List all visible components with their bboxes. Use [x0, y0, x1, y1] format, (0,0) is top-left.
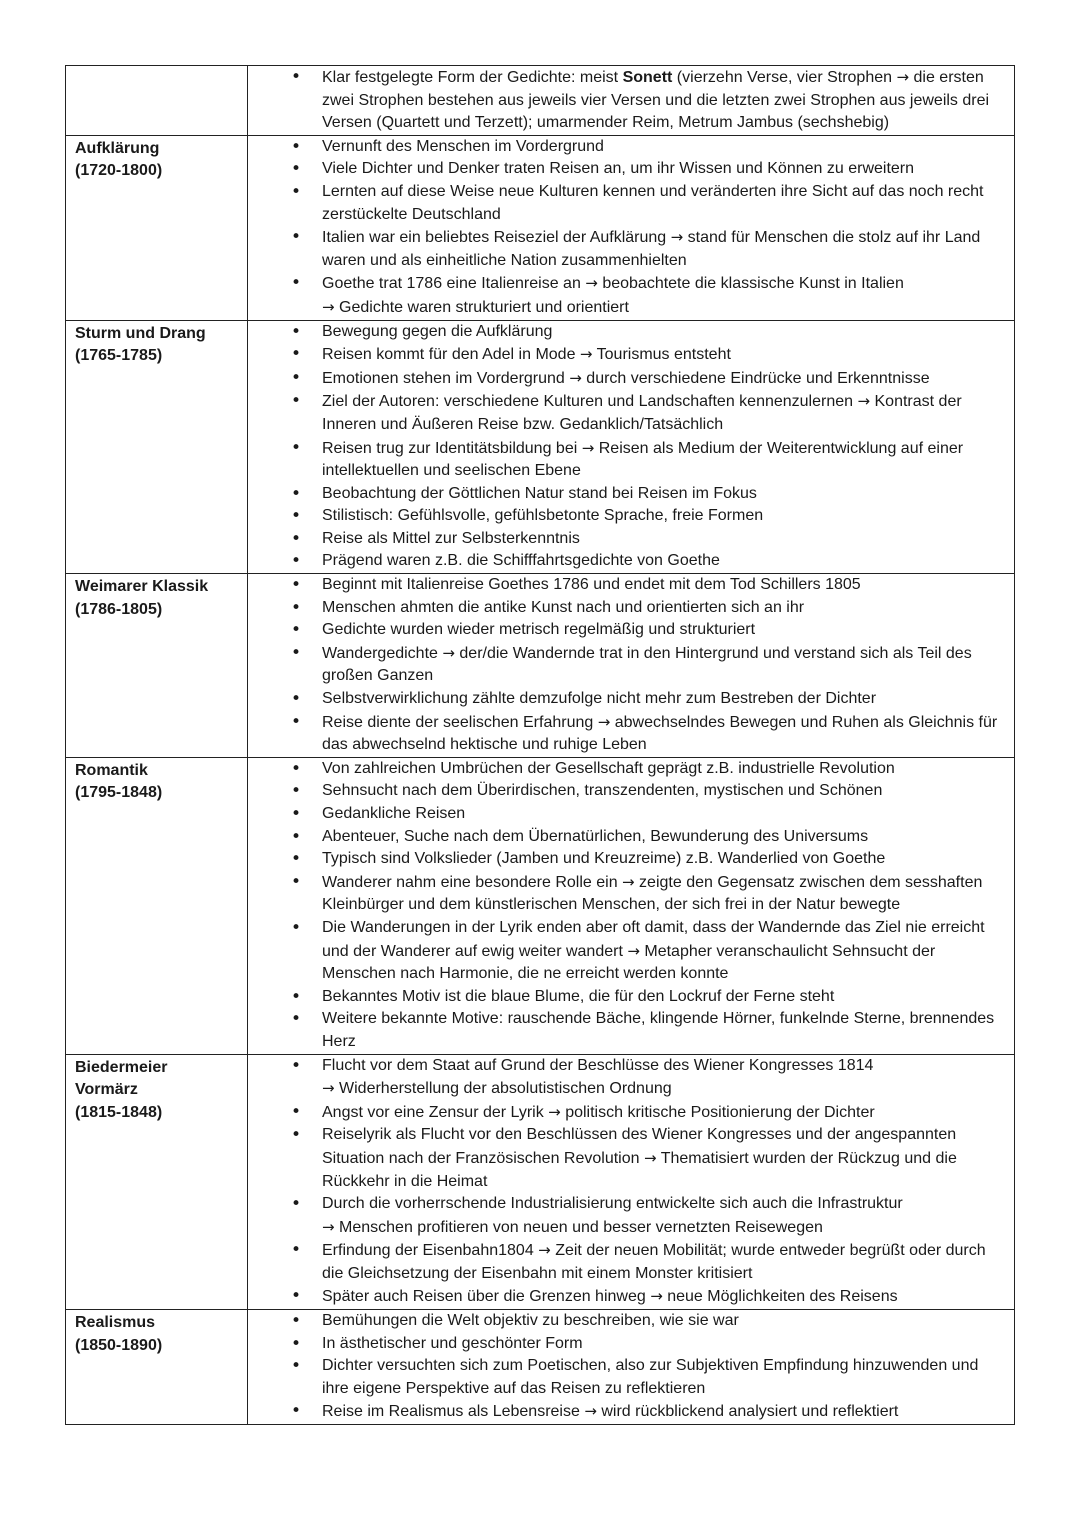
epoch-label-cell [66, 1054, 248, 1310]
bullet-item: • Klar festgelegte Form der Gedichte: meist Sonett (vierzehn Verse, vier Strophen → die ersten zwei Strophen bestehen aus jeweils vier Versen und die letzten zwei Strophen aus jeweils drei Versen (Quartett und Terzett); umarmender Reim, Metrum Jambus (sechshebig) [248, 66, 1006, 135]
bullet-list [248, 1310, 1006, 1424]
epoch-label-cell [66, 320, 248, 574]
bullet-item: • Gedankliche Reisen [248, 803, 1006, 826]
bullet-item: • Goethe trat 1786 eine Italienreise an → beobachtete die klassische Kunst in Italien → Gedichte waren strukturiert und orientiert [248, 272, 1006, 319]
bullet-item: • Gedichte wurden wieder metrisch regelmäßig und strukturiert [248, 619, 1006, 642]
bullet-item: • Reise diente der seelischen Erfahrung → abwechselndes Bewegen und Ruhen als Gleichnis für das abwechselnd hektische und ruhige Leben [248, 711, 1006, 757]
bullet-item: • Reise im Realismus als Lebensreise → wird rückblickend analysiert und reflektiert [248, 1400, 1006, 1424]
bullet-item: • Beobachtung der Göttlichen Natur stand bei Reisen im Fokus [248, 483, 1006, 506]
epoch-label-cell [66, 757, 248, 1054]
bullet-item: • Reisen trug zur Identitätsbildung bei → Reisen als Medium der Weiterentwicklung auf einer intellektuellen und seelischen Ebene [248, 437, 1006, 483]
epoch-label-cell [66, 66, 248, 136]
epoch-name: Weimarer Klassik [75, 578, 209, 596]
epoch-years: (1765-1785) [75, 347, 163, 365]
arrow-right-icon: → [322, 1217, 335, 1236]
epoch-content-cell [248, 66, 1015, 136]
epoch-years: (1795-1848) [75, 784, 163, 802]
bullet-item: • Sehnsucht nach dem Überirdischen, transzendenten, mystischen und Schönen [248, 780, 1006, 803]
arrow-right-icon: → [579, 345, 593, 364]
arrow-right-icon: → [322, 297, 335, 316]
arrow-right-icon: → [643, 1148, 657, 1167]
arrow-right-icon: → [569, 368, 582, 387]
bullet-item: • Erfindung der Eisenbahn1804 → Zeit der neuen Mobilität; wurde entweder begrüßt oder durch die Gleichsetzung der Eisenbahn mit einem Monster kritisiert [248, 1239, 1006, 1285]
arrow-right-icon: → [584, 1402, 597, 1421]
arrow-right-icon: → [581, 438, 595, 457]
epoch-row [66, 574, 1015, 758]
bullet-list [248, 321, 1006, 574]
epoch-content-cell [248, 757, 1015, 1054]
epoch-row [66, 757, 1015, 1054]
epoch-name: Sturm und Drang [75, 324, 206, 342]
bullet-item: • Dichter versuchten sich zum Poetischen, also zur Subjektiven Empfindung hinzuwenden und ihre eigene Perspektive auf das Reisen zu reflektieren [248, 1355, 1006, 1400]
epoch-content-cell [248, 574, 1015, 758]
bullet-item: • Flucht vor dem Staat auf Grund der Beschlüsse des Wiener Kongresses 1814 → Widerherstellung der absolutistischen Ordnung [248, 1055, 1006, 1101]
epoch-years: (1815-1848) [75, 1103, 163, 1121]
bullet-list [248, 758, 1006, 1054]
arrow-right-icon: → [585, 274, 598, 293]
arrow-right-icon: → [670, 228, 684, 247]
epoch-name: Aufklärung [75, 139, 160, 157]
epoch-years: (1850-1890) [75, 1336, 163, 1354]
bullet-item: • Angst vor eine Zensur der Lyrik → politisch kritische Positionierung der Dichter [248, 1101, 1006, 1125]
bullet-item: • Selbstverwirklichung zählte demzufolge nicht mehr zum Bestreben der Dichter [248, 688, 1006, 711]
epoch-content-cell [248, 1054, 1015, 1310]
bullet-item: • Wanderer nahm eine besondere Rolle ein → zeigte den Gegensatz zwischen dem sesshaften Kleinbürger und dem künstlerischen Menschen, der sich frei in der Natur bewegte [248, 871, 1006, 917]
bullet-item: • Wandergedichte → der/die Wandernde trat in den Hintergrund und verstand sich als Teil des großen Ganzen [248, 642, 1006, 688]
bullet-item: • Abenteuer, Suche nach dem Übernatürlichen, Bewunderung des Universums [248, 826, 1006, 849]
bullet-item: • Reisen kommt für den Adel in Mode → Tourismus entsteht [248, 343, 1006, 367]
bullet-item: • Weitere bekannte Motive: rauschende Bäche, klingende Hörner, funkelnde Sterne, brennendes Herz [248, 1008, 1006, 1053]
arrow-right-icon: → [857, 392, 871, 411]
bullet-item: • Viele Dichter und Denker traten Reisen an, um ihr Wissen und Können zu erweitern [248, 158, 1006, 181]
bullet-item: • Bewegung gegen die Aufklärung [248, 321, 1006, 344]
arrow-right-icon: → [548, 1102, 561, 1121]
bullet-item: • Ziel der Autoren: verschiedene Kulturen und Landschaften kennenzulernen → Kontrast der Inneren und Äußeren Reise bzw. Gedanklich/Tatsächlich [248, 390, 1006, 436]
bullet-item: • Reiselyrik als Flucht vor den Beschlüssen des Wiener Kongresses und der angespannten Situation nach der Französischen Revolution → Thematisiert wurden der Rückzug und die Rückkehr in die Heimat [248, 1124, 1006, 1193]
bullet-item: • Stilistisch: Gefühlsvolle, gefühlsbetonte Sprache, freie Formen [248, 505, 1006, 528]
bullet-item: • Durch die vorherrschende Industrialisierung entwickelte sich auch die Infrastruktur → Menschen profitieren von neuen und besser vernetzten Reisewegen [248, 1193, 1006, 1239]
bullet-item: • Später auch Reisen über die Grenzen hinweg → neue Möglichkeiten des Reisens [248, 1285, 1006, 1309]
epoch-label-cell [66, 574, 248, 758]
epoch-content-cell [248, 1310, 1015, 1425]
epoch-name: Biedermeier [75, 1058, 168, 1076]
bullet-list [248, 136, 1006, 320]
bullet-item: • Von zahlreichen Umbrüchen der Gesellschaft geprägt z.B. industrielle Revolution [248, 758, 1006, 781]
epoch-content-cell [248, 320, 1015, 574]
epoch-row [66, 1310, 1015, 1425]
bullet-item: • Bekanntes Motiv ist die blaue Blume, die für den Lockruf der Ferne steht [248, 986, 1006, 1009]
epoch-label-cell [66, 1310, 248, 1425]
arrow-right-icon: → [322, 1079, 335, 1098]
bullet-item: • Die Wanderungen in der Lyrik enden aber oft damit, dass der Wandernde das Ziel nie erreicht und der Wanderer auf ewig weiter wandert → Metapher veranschaulicht Sehnsucht der Menschen nach Harmonie, die ne erreicht werden konnte [248, 917, 1006, 986]
arrow-right-icon: → [538, 1241, 551, 1260]
bullet-item: • Emotionen stehen im Vordergrund → durch verschiedene Eindrücke und Erkenntnisse [248, 367, 1006, 391]
epoch-label-cell [66, 135, 248, 320]
bullet-item: • Lernten auf diese Weise neue Kulturen kennen und veränderten ihre Sicht auf das noch recht zerstückelte Deutschland [248, 181, 1006, 226]
bullet-item: • Menschen ahmten die antike Kunst nach und orientierten sich an ihr [248, 597, 1006, 620]
arrow-right-icon: → [597, 712, 611, 731]
epochs-table [65, 65, 1015, 1425]
epoch-years: (1786-1805) [75, 600, 163, 618]
arrow-right-icon: → [896, 68, 910, 86]
arrow-right-icon: → [650, 1287, 663, 1306]
arrow-right-icon: → [627, 941, 640, 960]
bullet-item: • Beginnt mit Italienreise Goethes 1786 und endet mit dem Tod Schillers 1805 [248, 574, 1006, 597]
epochs-table-body [66, 66, 1015, 1425]
arrow-right-icon: → [622, 872, 635, 891]
arrow-right-icon: → [442, 643, 455, 662]
bullet-list [248, 1055, 1006, 1310]
epoch-row [66, 1054, 1015, 1310]
epoch-row [66, 320, 1015, 574]
bullet-item: • Reise als Mittel zur Selbsterkenntnis [248, 528, 1006, 551]
bullet-list [248, 66, 1006, 135]
bullet-item: • Prägend waren z.B. die Schifffahrtsgedichte von Goethe [248, 550, 1006, 573]
epoch-years: (1720-1800) [75, 162, 163, 180]
bold-term: Sonett [622, 69, 673, 86]
epoch-row [66, 135, 1015, 320]
bullet-item: • Bemühungen die Welt objektiv zu beschreiben, wie sie war [248, 1310, 1006, 1333]
bullet-list [248, 574, 1006, 757]
bullet-item: • Typisch sind Volkslieder (Jamben und Kreuzreime) z.B. Wanderlied von Goethe [248, 848, 1006, 871]
epoch-row [66, 66, 1015, 136]
epoch-name: Realismus [75, 1314, 156, 1332]
epoch-name: Romantik [75, 761, 148, 779]
epoch-content-cell [248, 135, 1015, 320]
bullet-item: • Vernunft des Menschen im Vordergrund [248, 136, 1006, 159]
bullet-item: • Italien war ein beliebtes Reiseziel der Aufklärung → stand für Menschen die stolz auf ihr Land waren und als einheitliche Nation zusammenhielten [248, 226, 1006, 272]
epoch-name: Vormärz [75, 1081, 138, 1099]
bullet-item: • In ästhetischer und geschönter Form [248, 1333, 1006, 1356]
